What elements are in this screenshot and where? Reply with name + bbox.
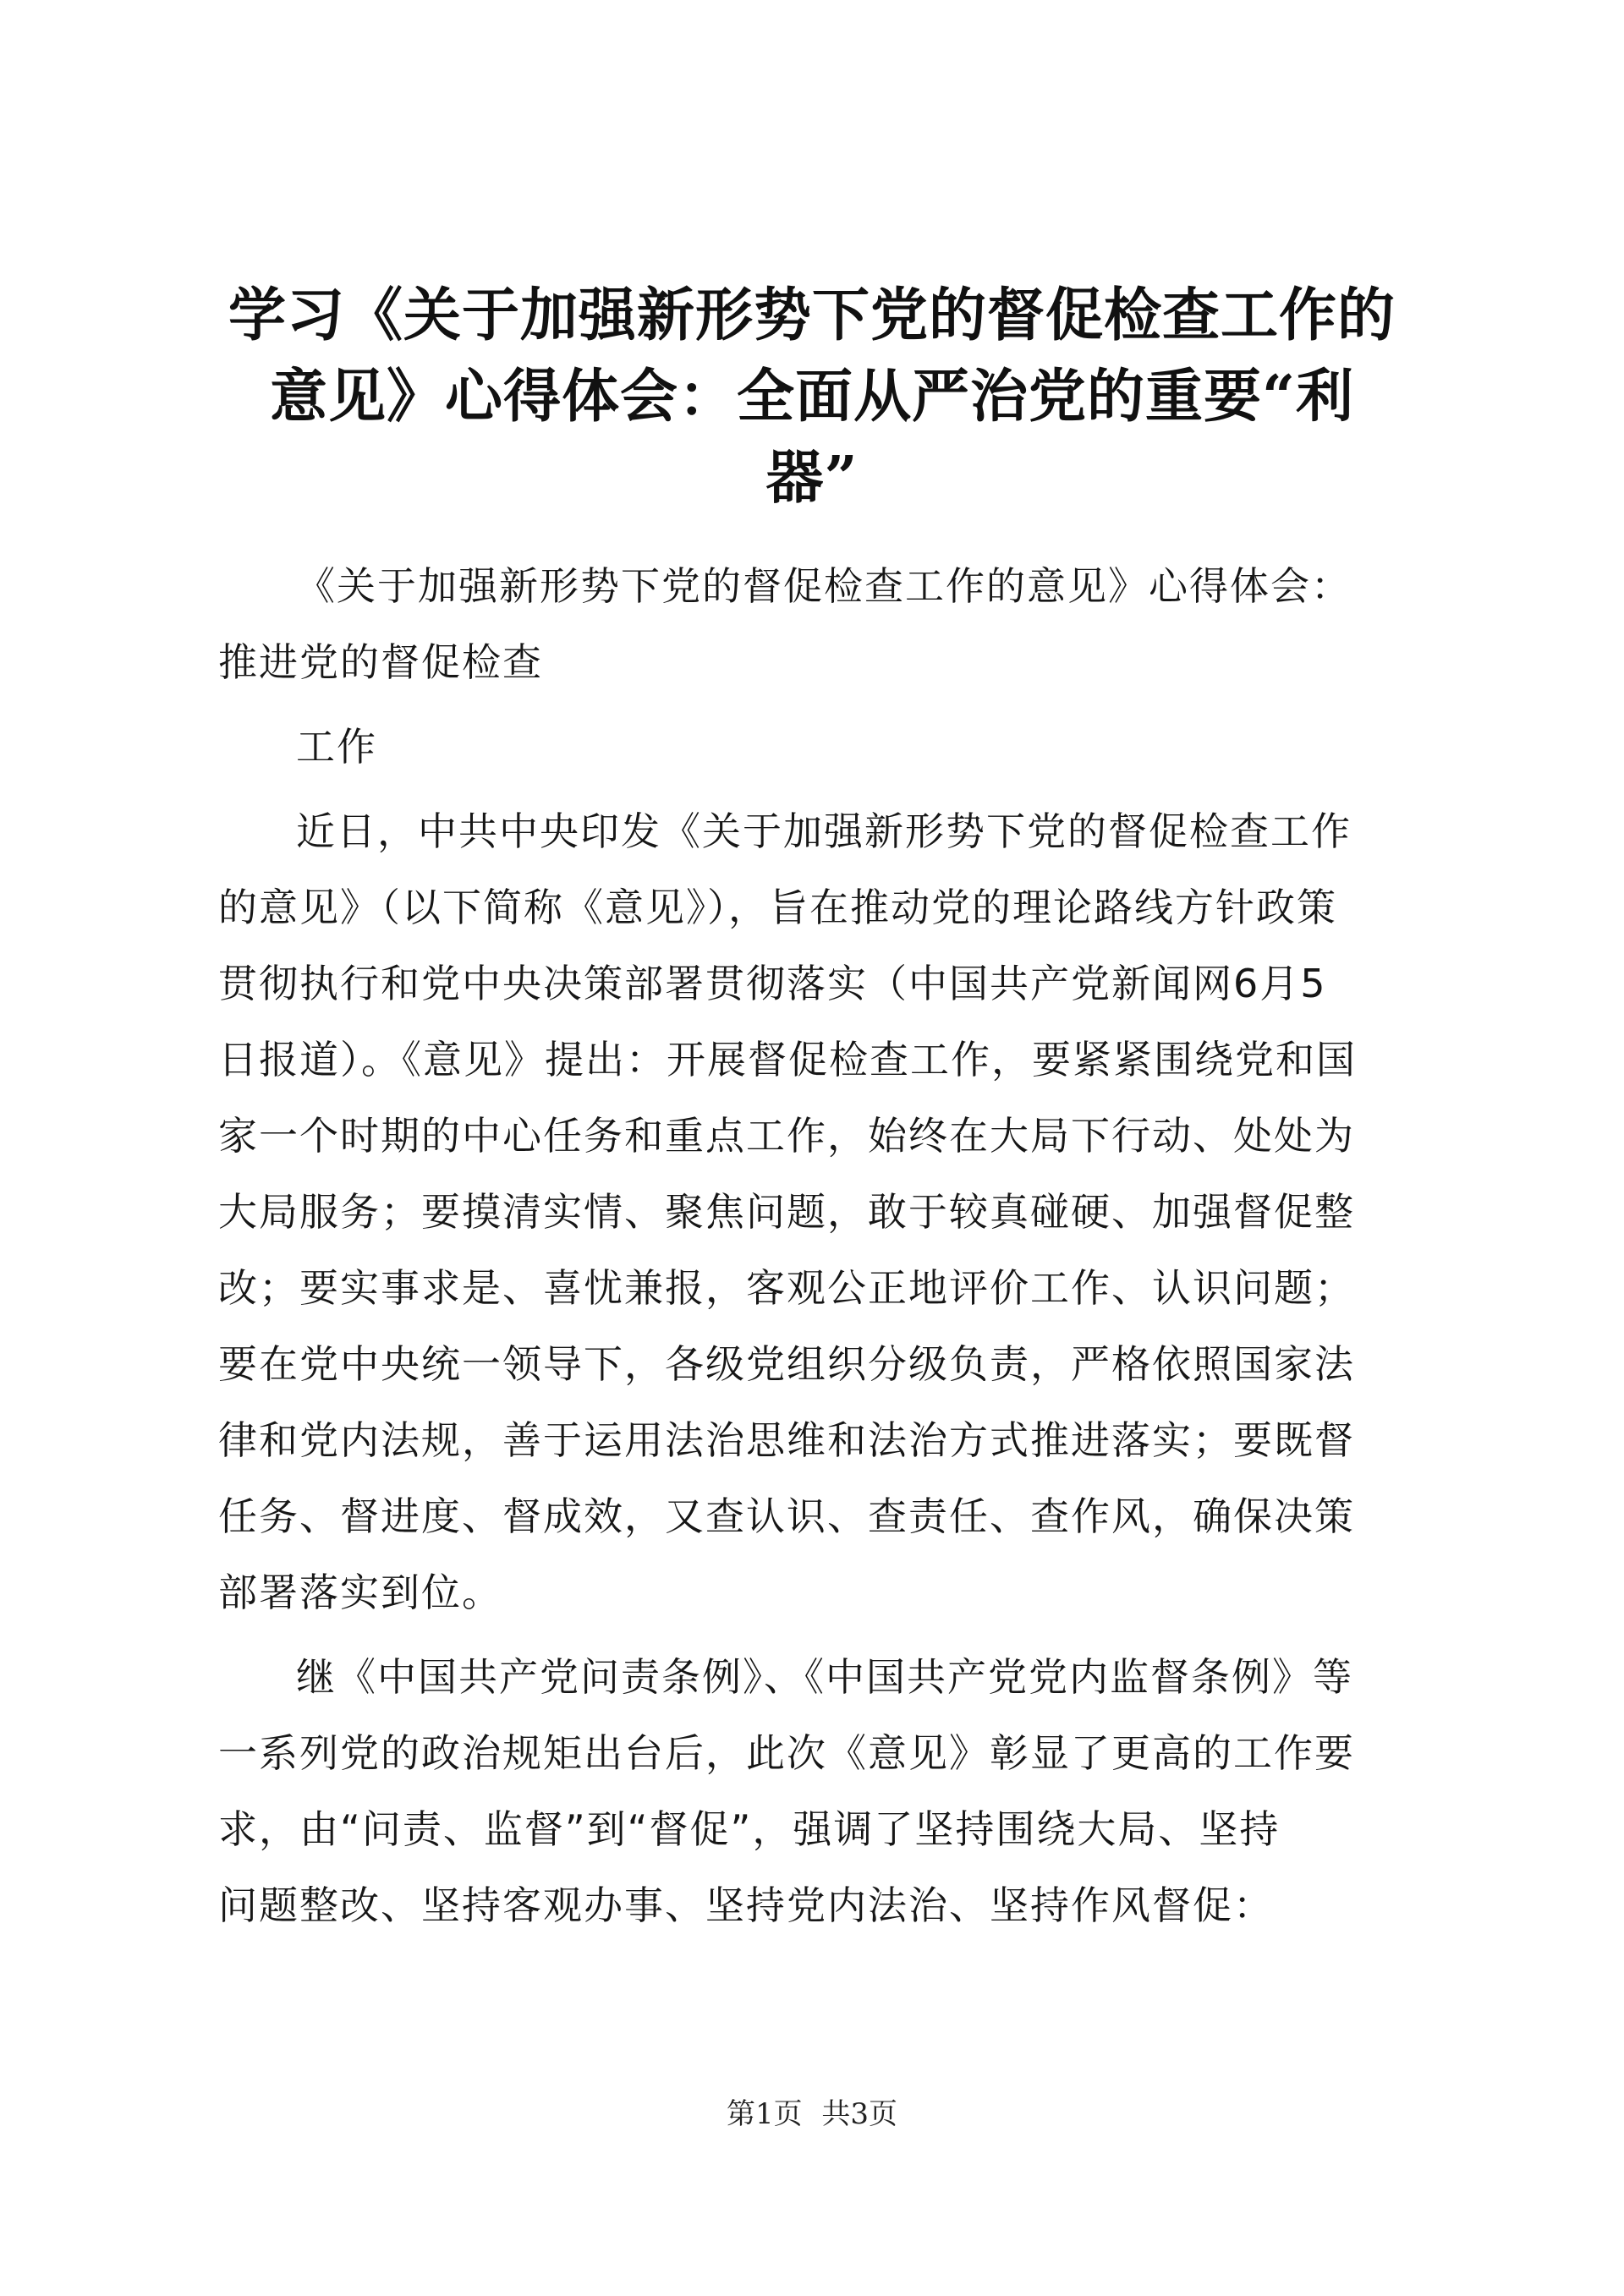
paragraph-line: 《关于加强新形势下党的督促检查工作的意见》心得体会： [296,563,1352,609]
paragraph-line: 任务、督进度、督成效，又查认识、查责任、查作风，确保决策 [218,1493,1355,1539]
page-total: 共3页 [821,2097,898,2131]
page-footer [0,2097,1624,2131]
paragraph-line: 大局服务；要摸清实情、聚焦问题，敢于较真碰硬、加强督促整 [218,1189,1355,1235]
paragraph-line: 部署落实到位。 [218,1570,502,1615]
paragraph-line: 要在党中央统一领导下，各级党组织分级负责，严格依照国家法 [218,1341,1355,1387]
title-line: 器” [765,444,859,512]
paragraph-line: 问题整改、坚持客观办事、坚持党内法治、坚持作风督促： [218,1882,1274,1928]
paragraph [218,1639,1419,1943]
paragraph-line: 工作 [296,724,377,770]
title-line: 学习《关于加强新形势下党的督促检查工作的 [228,282,1396,349]
paragraph-line: 日报道）。《意见》提出：开展督促检查工作，要紧紧围绕党和国 [218,1037,1357,1082]
paragraph [218,709,1419,785]
paragraph-line: 推进党的督促检查 [218,639,543,685]
paragraph-line: 的意见》（以下简称《意见》），旨在推动党的理论路线方针政策 [218,885,1337,930]
paragraph-line: 家一个时期的中心任务和重点工作，始终在大局下行动、处处为 [218,1113,1355,1159]
paragraph-line: 继《中国共产党问责条例》、《中国共产党党内监督条例》等 [296,1654,1353,1700]
paragraph-line: 改；要实事求是、喜忧兼报，客观公正地评价工作、认识问题； [218,1265,1355,1311]
paragraph-line: 律和党内法规，善于运用法治思维和法治方式推进落实；要既督 [218,1417,1355,1463]
paragraph-line: 一系列党的政治规矩出台后，此次《意见》彰显了更高的工作要 [218,1730,1355,1776]
title-line: 意见》心得体会：全面从严治党的重要“利 [269,363,1355,430]
document-title [186,275,1438,518]
page-number: 第1页 [726,2097,803,2131]
paragraph-line: 贯彻执行和党中央决策部署贯彻落实（中国共产党新闻网6月5 [218,961,1327,1006]
paragraph [218,793,1419,1630]
document-body [218,548,1419,1952]
paragraph-line: 近日，中共中央印发《关于加强新形势下党的督促检查工作 [296,808,1352,854]
paragraph-line: 求，由“问责、监督”到“督促”，强调了坚持围绕大局、坚持 [218,1806,1281,1852]
paragraph [218,548,1419,700]
